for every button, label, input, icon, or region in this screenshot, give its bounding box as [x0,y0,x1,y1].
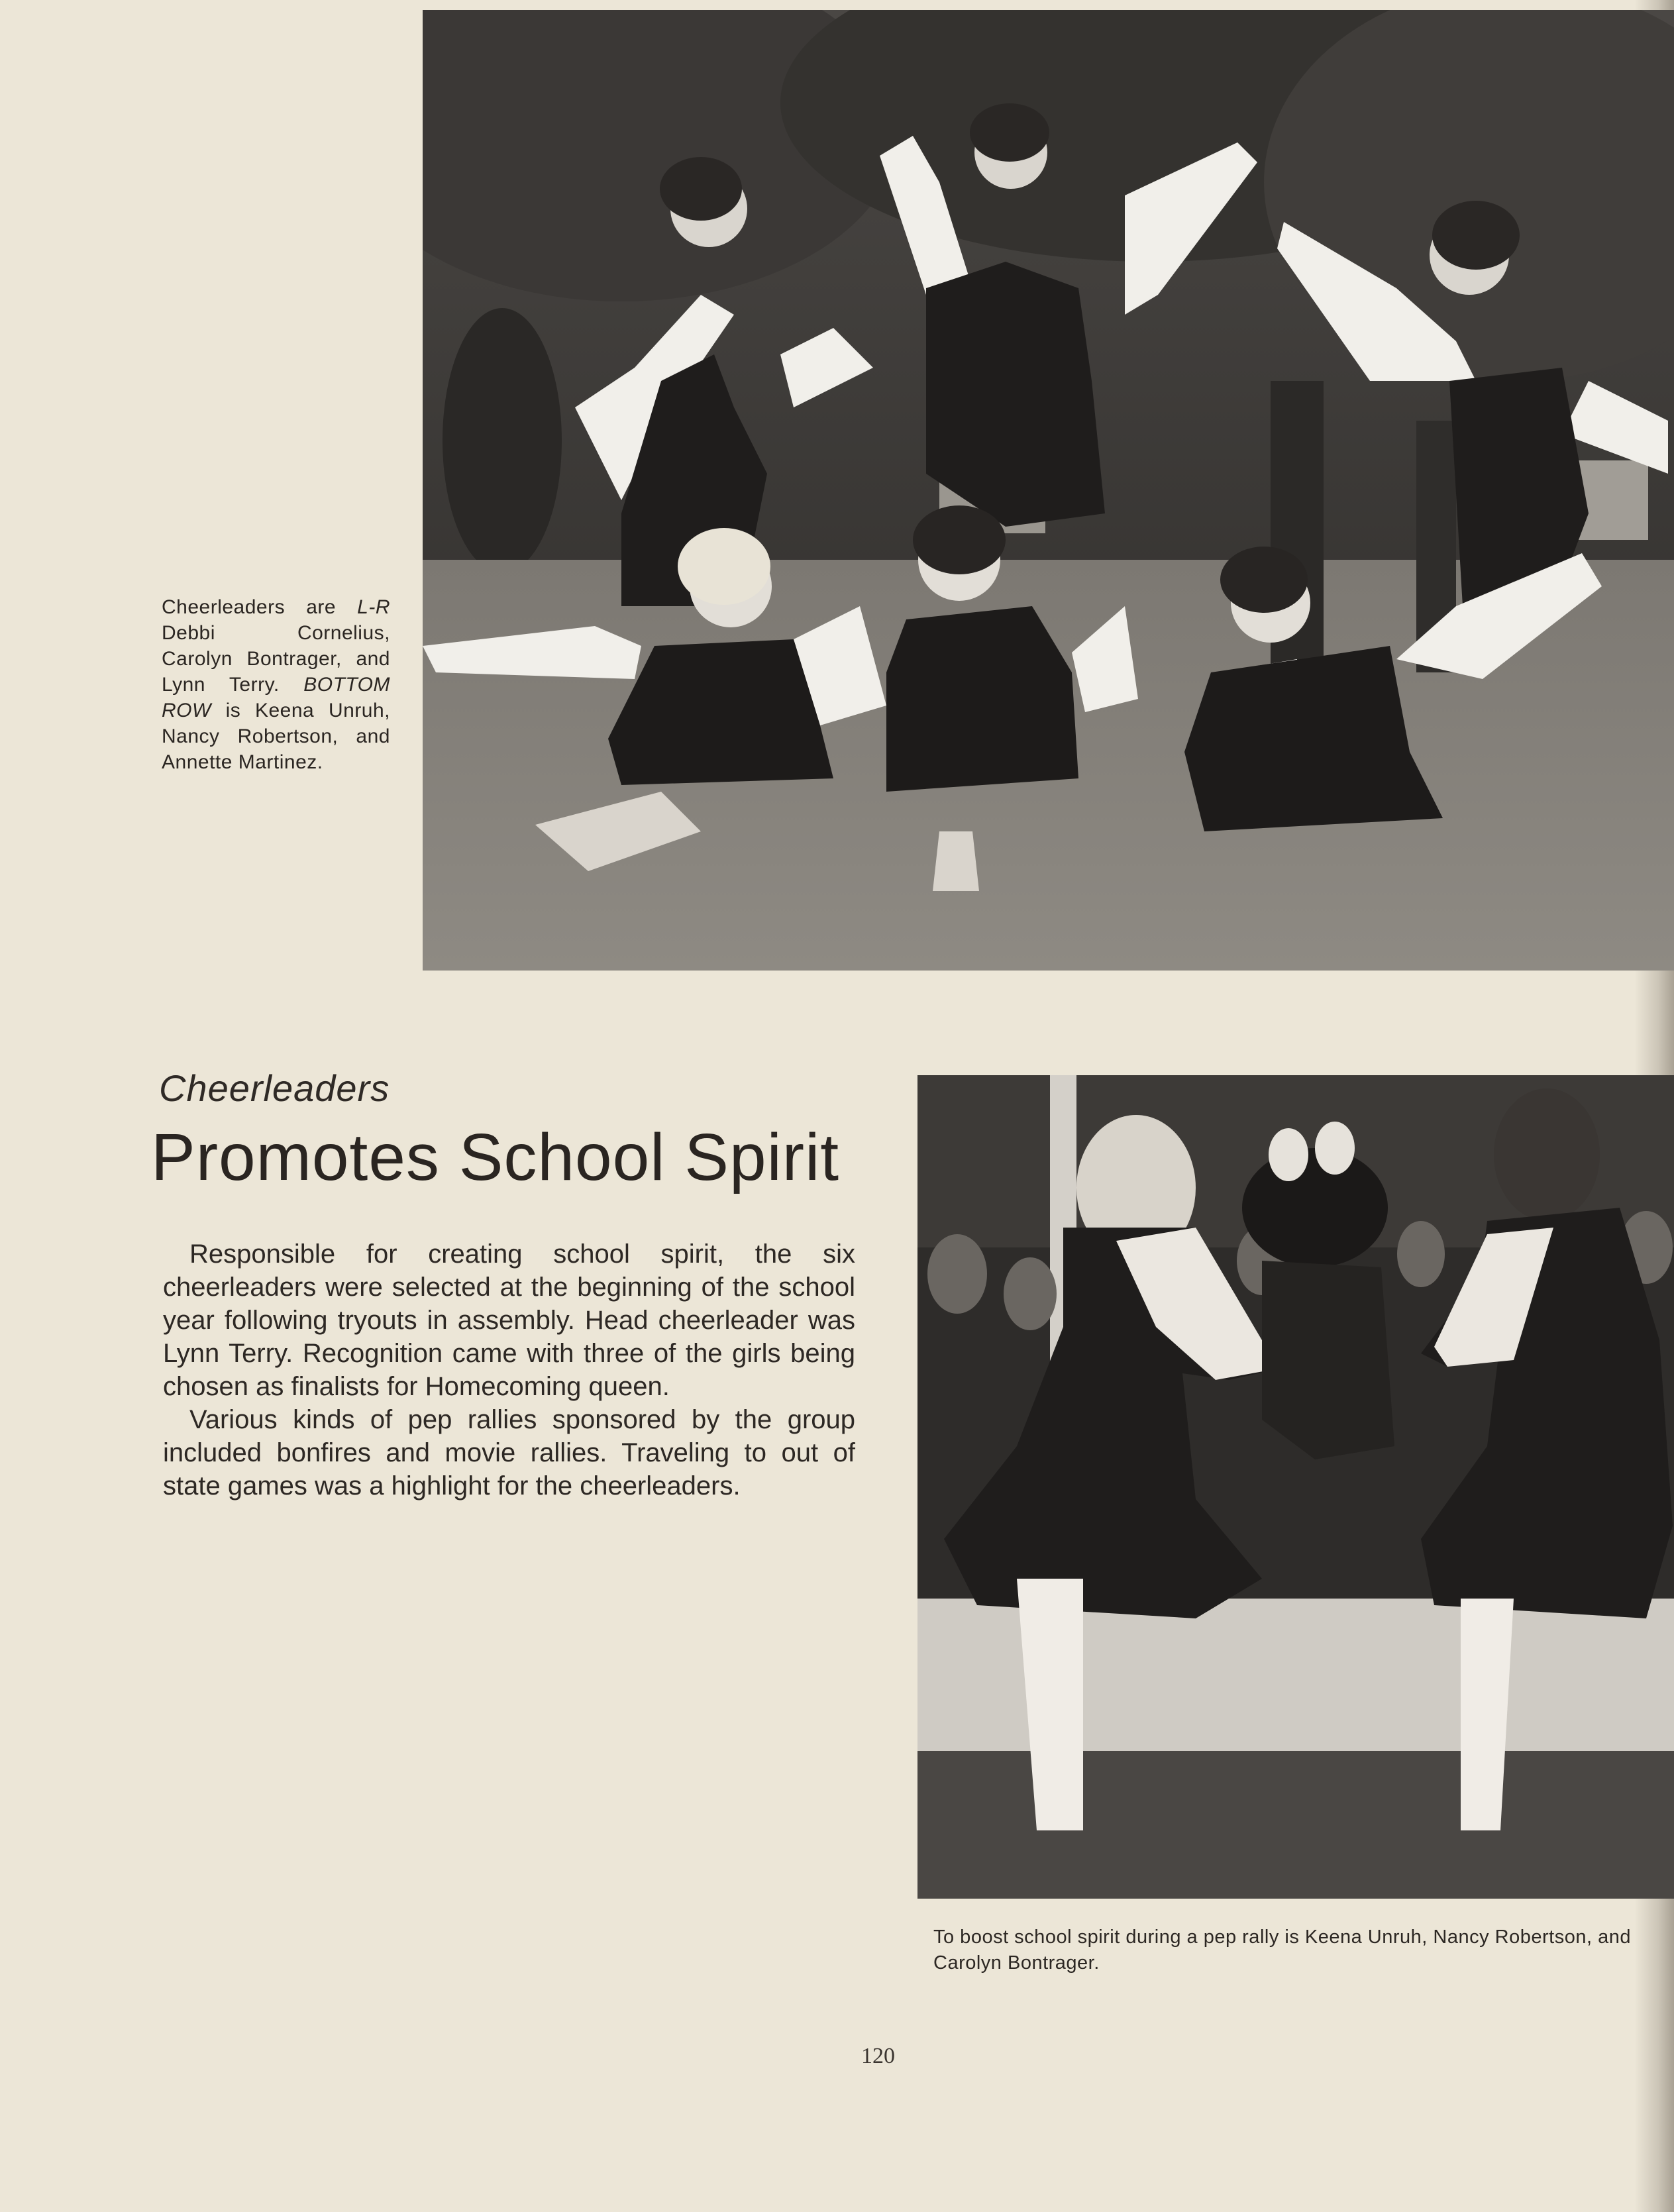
article-paragraph: Responsible for creating school spirit, the six cheerleaders were selected at the beginning of the school year following tryouts in assembly. Head cheerleader was Lynn Terry. Recognition came with three of the girls being chosen as finalists for Homecoming queen. [163,1239,855,1401]
page-number: 120 [861,2044,895,2068]
article-body [163,1238,855,1502]
caption-italic-text: L-R [357,596,390,618]
caption-text: is Keena Unruh, Nancy Robertson, and Annette Martinez. [162,700,390,773]
article-kicker: Cheerleaders [159,1067,390,1109]
cheerleaders-group-photo [423,10,1674,971]
pep-rally-photo-image [917,1075,1674,1899]
cheerleaders-group-photo-image [423,10,1674,971]
caption-text: Cheerleaders are [162,596,358,618]
article-paragraph: Various kinds of pep rallies sponsored by the group included bonfires and movie rallies. Traveling to out of state games was a highlight for the cheerleaders. [163,1405,855,1501]
pep-rally-photo [917,1075,1674,1899]
article-title: Promotes School Spirit [151,1120,840,1194]
caption-italic-text: BOTTOM ROW [162,674,390,721]
bottom-photo-caption: To boost school spirit during a pep rally is Keena Unruh, Nancy Robertson, and Carolyn Bontrager. [933,1926,1631,1974]
caption-text: Debbi Cornelius, Carolyn Bontrager, and Lynn Terry. [162,622,390,696]
top-photo-caption [162,594,390,775]
